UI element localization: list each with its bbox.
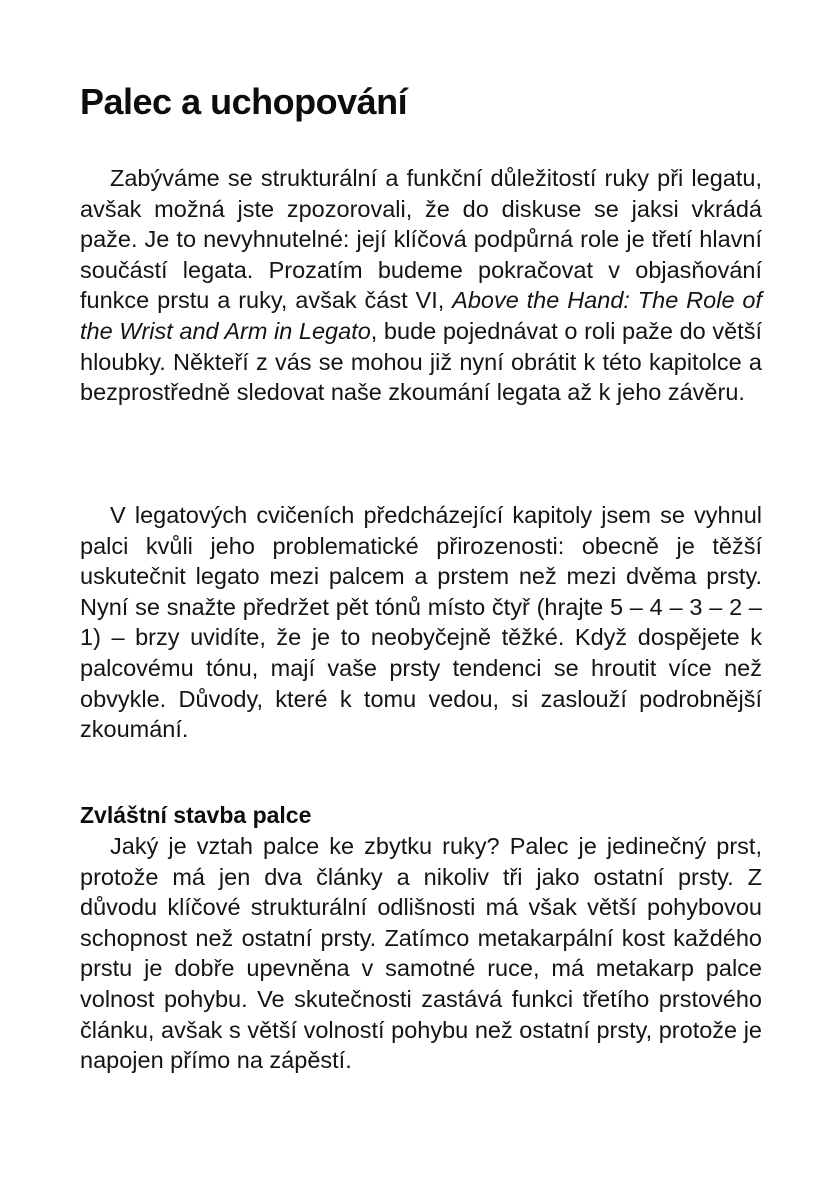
- paragraph-thumb-legato: [80, 500, 762, 745]
- paragraph-thumb-legato-text: V legatových cvičeních předcházející kapitoly jsem se vyhnul palci kvůli jeho problematické přirozenosti: obecně je těžší uskutečnit legato mezi palcem a prstem než mezi dvěma prsty. Nyní se snažte předržet pět tónů místo čtyř (hrajte 5 – 4 – 3 – 2 – 1) – brzy uvidíte, že je to neobyčejně těžké. Když dospějete k palcovému tónu, mají vaše prsty tendenci se hroutit více než obvykle. Důvody, které k tomu vedou, si zaslouží podrobnější zkoumání.: [80, 502, 762, 743]
- section-heading: Zvláštní stavba palce: [80, 802, 312, 828]
- paragraph-intro-text-end: , bude pojednávat o roli paže do větší hloubky. Někteří z vás se mohou již nyní obrátit k této kapitolce a bezprostředně sledovat naše zkoumání legata až k jeho závěru.: [80, 317, 762, 406]
- paragraph-intro-text-start: Zabýváme se strukturální a funkční důležitostí ruky při legatu, avšak možná jste zpozorovali, že do diskuse se jaksi vkrádá paže. Je to nevyhnutelné: její klíčová podpůrná role je třetí hlavní součástí legata. Prozatím budeme pokračovat v objasňování funkce prstu a ruky, avšak část VI,: [80, 165, 762, 314]
- paragraph-thumb-structure: [80, 831, 762, 1076]
- book-section-title: Above the Hand: The Role of the Wrist and Arm in Legato: [80, 287, 762, 344]
- paragraph-thumb-structure-text: Jaký je vztah palce ke zbytku ruky? Palec je jedinečný prst, protože má jen dva články a nikoliv tři jako ostatní prsty. Z důvodu klíčové strukturální odlišnosti má však větší pohybovou schopnost než ostatní prsty. Zatímco metakarpální kost každého prstu je dobře upevněna v samotné ruce, má metakarp palce volnost pohybu. Ve skutečnosti zastává funkci třetího prstového článku, avšak s větší volností pohybu než ostatní prsty, protože je napojen přímo na zápěstí.: [80, 833, 762, 1074]
- page-title: Palec a uchopování: [80, 81, 408, 122]
- paragraph-intro: [80, 163, 762, 408]
